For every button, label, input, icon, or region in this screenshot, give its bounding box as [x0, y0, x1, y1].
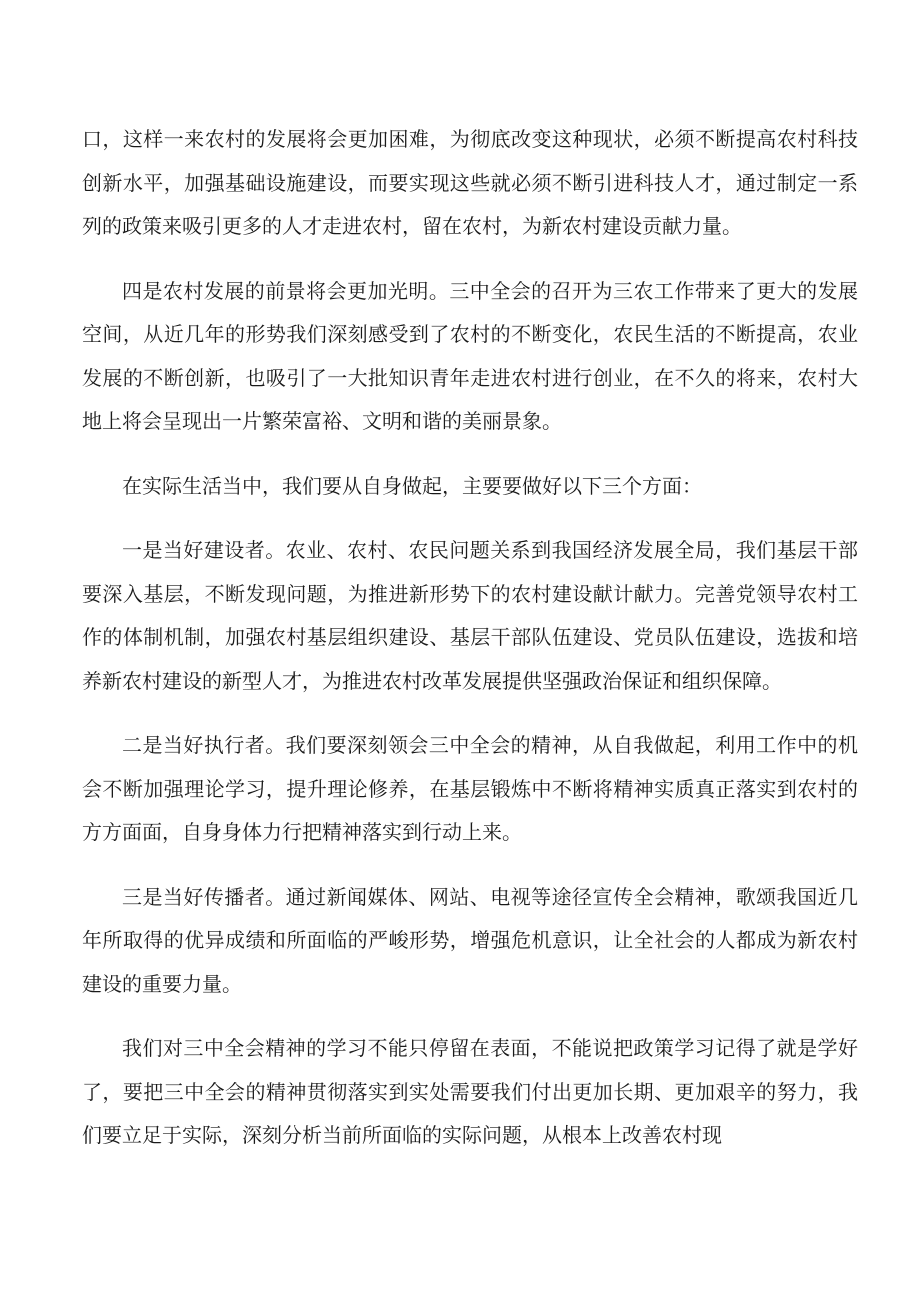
paragraph-continuation: 口，这样一来农村的发展将会更加困难，为彻底改变这种现状，必须不断提高农村科技创新水平，加强基础设施建设，而要实现这些就必须不断引进科技人才，通过制定一系列的政策来吸引更多的人才走进农村，留在农村，为新农村建设贡献力量。 [82, 127, 858, 238]
paragraph-communicator: 三是当好传播者。通过新闻媒体、网站、电视等途径宣传全会精神，歌颂我国近几年所取得的优异成绩和所面临的严峻形势，增强危机意识，让全社会的人都成为新农村建设的重要力量。 [82, 884, 858, 996]
paragraph-study: 我们对三中全会精神的学习不能只停留在表面，不能说把政策学习记得了就是学好了，要把三中全会的精神贯彻落实到实处需要我们付出更加长期、更加艰辛的努力，我们要立足于实际，深刻分析当前所面临的实际问题，从根本上改善农村现 [82, 1036, 858, 1147]
paragraph-executor: 二是当好执行者。我们要深刻领会三中全会的精神，从自我做起，利用工作中的机会不断加强理论学习，提升理论修养，在基层锻炼中不断将精神实质真正落实到农村的方方面面，自身身体力行把精神落实到行动上来。 [82, 733, 858, 844]
paragraph-three-aspects: 在实际生活当中，我们要从自身做起，主要要做好以下三个方面： [122, 473, 702, 498]
paragraph-builder: 一是当好建设者。农业、农村、农民问题关系到我国经济发展全局，我们基层干部要深入基层，不断发现问题，为推进新形势下的农村建设献计献力。完善党领导农村工作的体制机制，加强农村基层组织建设、基层干部队伍建设、党员队伍建设，选拔和培养新农村建设的新型人才，为推进农村改革发展提供坚强政治保证和组织保障。 [82, 538, 858, 693]
document-body [82, 118, 858, 1179]
paragraph-point-four: 四是农村发展的前景将会更加光明。三中全会的召开为三农工作带来了更大的发展空间，从近几年的形势我们深刻感受到了农村的不断变化，农民生活的不断提高，农业发展的不断创新，也吸引了一大批知识青年走进农村进行创业，在不久的将来，农村大地上将会呈现出一片繁荣富裕、文明和谐的美丽景象。 [82, 278, 858, 433]
